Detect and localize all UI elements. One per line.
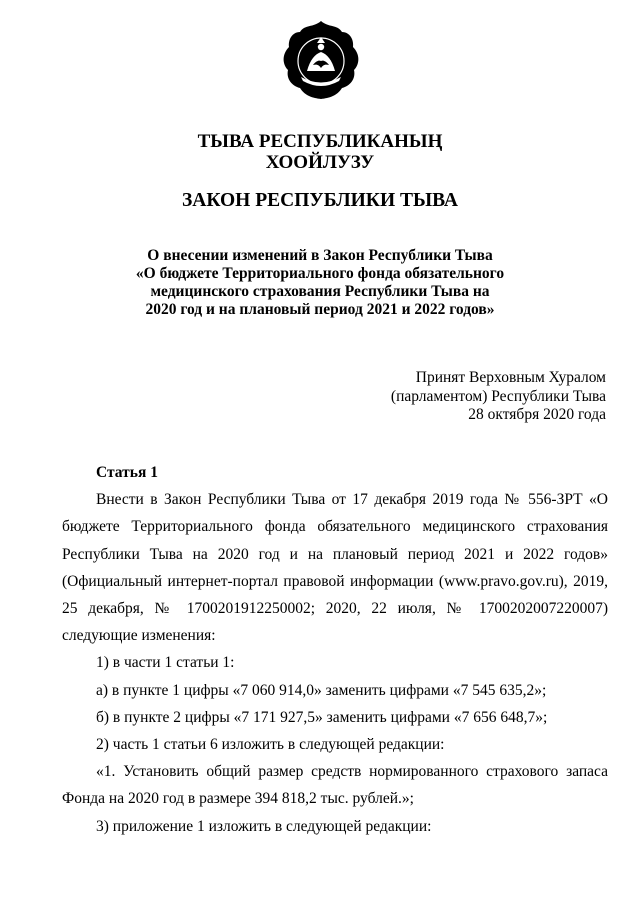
subject-line-4: 2020 год и на плановый период 2021 и 2022 годов» (145, 301, 495, 318)
republic-line-1: ТЫВА РЕСПУБЛИКАНЫҢ (197, 131, 443, 152)
law-subject (0, 247, 640, 319)
republic-law-title-tuvan (0, 131, 640, 173)
amendment-quote: «1. Установить общий размер средств нормированного страхового запаса Фонда на 2020 год в размере 394 818,2 тыс. рублей.»; (62, 763, 608, 808)
amendment-item-1a: а) в пункте 1 цифры «7 060 914,0» заменить цифрами «7 545 635,2»; (96, 681, 547, 699)
amendment-item-1b: б) в пункте 2 цифры «7 171 927,5» заменить цифрами «7 656 648,7»; (96, 708, 548, 726)
law-title: ЗАКОН РЕСПУБЛИКИ ТЫВА (181, 190, 459, 211)
republic-line-2: ХООЙЛУЗУ (265, 152, 375, 173)
article-1 (62, 459, 608, 840)
adoption-note (391, 369, 606, 425)
amendment-item-1: 1) в части 1 статьи 1: (96, 654, 235, 672)
subject-line-1: О внесении изменений в Закон Республики Тыва (147, 247, 493, 264)
adoption-line-2: (парламентом) Республики Тыва (390, 387, 606, 405)
tuva-coat-of-arms-icon (279, 18, 363, 102)
adoption-date: 28 октября 2020 года (468, 406, 606, 424)
adoption-line-1: Принят Верховным Хуралом (415, 369, 606, 386)
article-heading: Статья 1 (96, 464, 158, 481)
subject-line-3: медицинского страхования Республики Тыва на (150, 283, 490, 300)
amendment-item-3: 3) приложение 1 изложить в следующей редакции: (96, 817, 432, 835)
article-intro: Внести в Закон Республики Тыва от 17 декабря 2019 года № 556-ЗРТ «О бюджете Территориального фонда обязательного медицинского страхования Республики Тыва на 2020 год и на плановый период 2021 и 2022 годов» (Официальный интернет-портал правовой информации (www.pravo.gov.ru), 2019, 25 декабря, № 1700201912250002; 2020, 22 июля, № 1700202007220007) следующие изменения: (62, 491, 608, 645)
subject-line-2: «О бюджете Территориального фонда обязательного (135, 265, 505, 282)
amendment-item-2: 2) часть 1 статьи 6 изложить в следующей редакции: (96, 736, 445, 754)
